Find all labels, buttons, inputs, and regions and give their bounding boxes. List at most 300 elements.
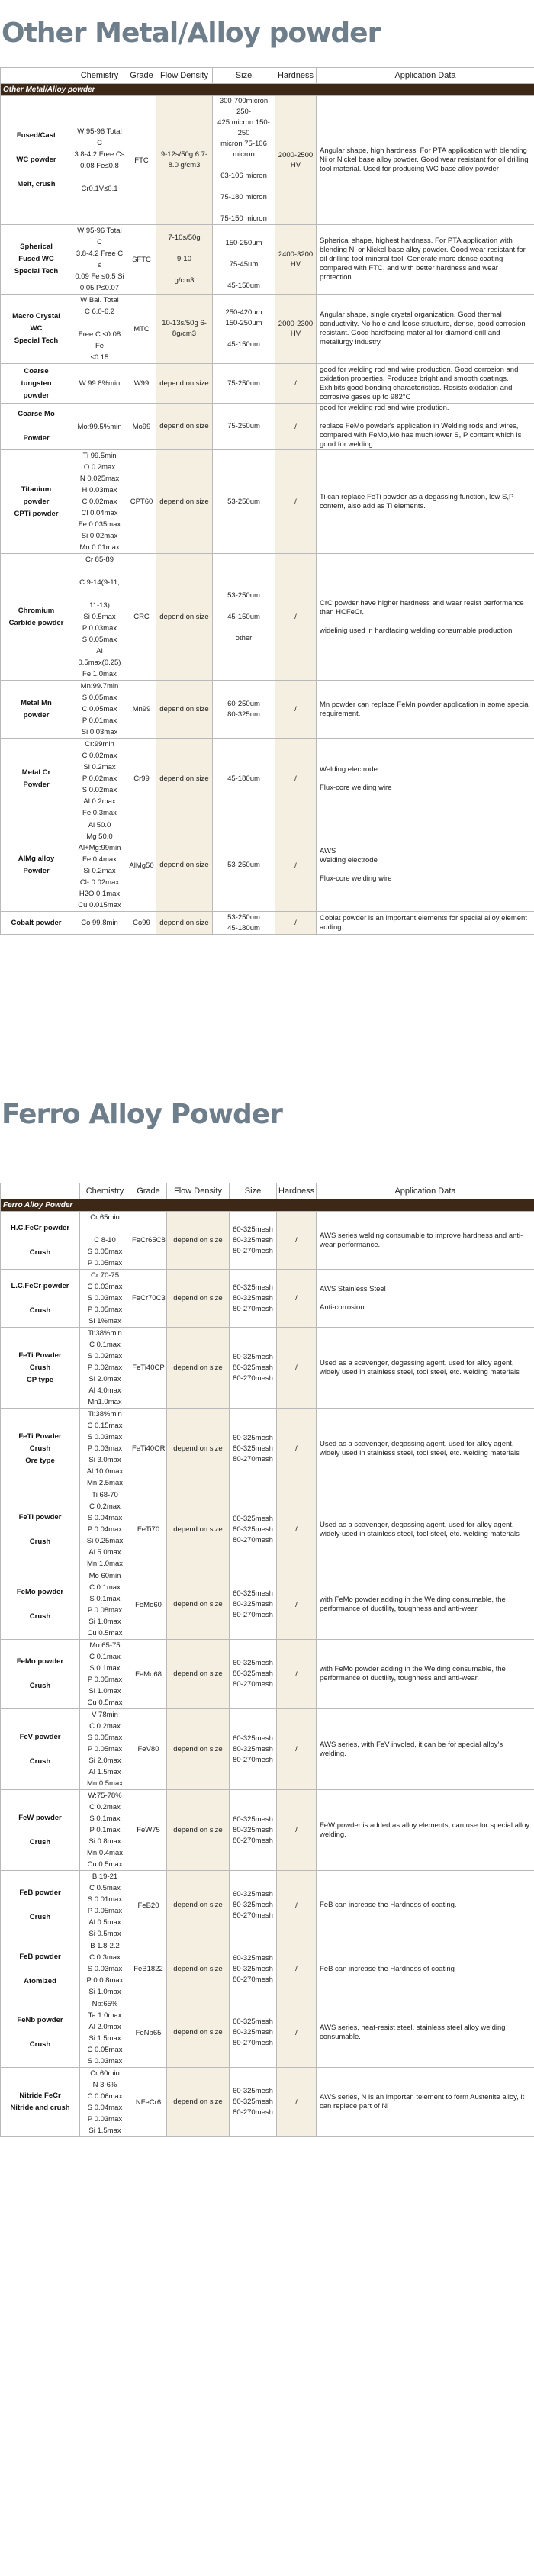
product-name-line: Spherical	[20, 243, 53, 251]
chemistry-cell-line: S 0.05max	[87, 1734, 123, 1742]
hardness-cell	[275, 364, 317, 404]
chemistry-cell-line: Si 1.0max	[88, 1618, 121, 1626]
product-name-line: Crush	[29, 1682, 51, 1690]
table-row	[1, 450, 534, 554]
size-cell-line: 75-150 micron	[220, 214, 267, 223]
size-cell-line: 80-325mesh	[233, 1363, 273, 1372]
header-hardness: Hardness	[277, 1183, 317, 1199]
application-cell-line: FeB can increase the Hardness of coating.	[320, 1901, 457, 1909]
chemistry-cell-line: H 0.03max	[82, 486, 117, 494]
chemistry-cell-line: Cu 0.5max	[87, 1699, 123, 1707]
table-row	[1, 819, 534, 912]
application-cell	[317, 1998, 534, 2068]
hardness-cell-line: HV	[290, 330, 301, 338]
size-cell	[213, 364, 275, 404]
hardness-cell-line: /	[294, 379, 297, 388]
flow-density-cell-line: depend on size	[159, 612, 209, 621]
hardness-cell-line: /	[294, 774, 297, 783]
chemistry-cell-line: C 0.5max	[89, 1884, 121, 1892]
header-flow-density: Flow Density	[167, 1183, 230, 1199]
chemistry-cell-line: Mn 1.0max	[87, 1560, 123, 1568]
product-name-line: Crush	[29, 1913, 51, 1921]
size-cell-line: micron 75-106 micron	[220, 140, 267, 159]
flow-density-cell	[156, 364, 213, 404]
grade-cell: FTC	[127, 96, 156, 225]
chemistry-cell	[72, 96, 127, 225]
application-cell	[317, 2068, 534, 2137]
chemistry-cell-line: Al 0.5max	[88, 1918, 121, 1927]
chemistry-cell-line: P 0.02max	[87, 1364, 123, 1372]
chemistry-cell-line: P 0.05max	[87, 1306, 123, 1314]
grade-cell: FeTi70	[130, 1489, 167, 1570]
hardness-cell-line: /	[295, 1670, 298, 1679]
flow-density-cell	[167, 1998, 230, 2068]
section-title-other-metal: Other Metal/Alloy powder	[2, 18, 381, 49]
size-cell-line: 60-325mesh	[233, 2087, 273, 2095]
product-name-line: Powder	[23, 867, 50, 875]
product-name	[1, 450, 72, 554]
product-name-line: Atomized	[24, 1976, 56, 1985]
chemistry-cell-line: C 0.03max	[87, 1283, 123, 1291]
product-name-line: Crush	[29, 1444, 51, 1453]
product-name-line: FeTi Powder	[18, 1431, 62, 1441]
flow-density-cell-line: depend on size	[173, 1444, 223, 1453]
chemistry-cell-line: C 0.2max	[89, 1803, 121, 1811]
size-cell-line: 80-270mesh	[233, 1304, 273, 1313]
table-row	[1, 225, 534, 295]
chemistry-cell-line: Si 0.5max	[88, 1930, 121, 1938]
application-cell-line: Coblat powder is an important elements for special alloy element adding.	[320, 913, 527, 932]
grade-cell: Cr99	[127, 739, 156, 819]
grade-cell: NFeCr6	[130, 2068, 167, 2137]
chemistry-cell	[80, 1940, 130, 1998]
product-name	[1, 912, 72, 935]
size-cell	[213, 96, 275, 225]
flow-density-cell-line	[158, 265, 211, 275]
flow-density-cell	[156, 819, 213, 912]
application-cell	[317, 1212, 534, 1270]
size-cell-line: 80-325mesh	[233, 1293, 273, 1302]
application-cell-line	[320, 774, 531, 784]
chemistry-cell-line	[74, 317, 125, 329]
size-cell-line: 60-250um	[227, 699, 260, 708]
flow-density-cell	[167, 1212, 230, 1270]
application-cell-line: Welding electrode	[320, 856, 378, 865]
chemistry-cell-line	[82, 1223, 128, 1235]
size-cell-line: 80-325mesh	[233, 1525, 273, 1534]
chemistry-cell-line: S 0.1max	[89, 1664, 121, 1673]
chemistry-cell-line: Si 2.0max	[88, 1375, 121, 1383]
application-cell-line: Mn powder can replace FeMn powder application in some special requirement.	[320, 700, 530, 718]
size-cell-line: 80-270mesh	[233, 1454, 273, 1463]
chemistry-cell-line: S 0.1max	[89, 1595, 121, 1603]
chemistry-cell	[80, 1709, 130, 1790]
table-row	[1, 2068, 534, 2137]
grade-cell: FeW75	[130, 1790, 167, 1871]
header-flow-density: Flow Density	[156, 68, 213, 84]
flow-density-cell	[156, 554, 213, 681]
product-name	[1, 225, 72, 295]
chemistry-cell-line: C 0.2max	[89, 1722, 121, 1731]
application-cell	[317, 681, 534, 739]
flow-density-cell	[167, 1871, 230, 1940]
product-name	[1, 364, 72, 404]
chemistry-cell-line: P 0.04max	[87, 1525, 123, 1534]
size-cell	[213, 554, 275, 681]
application-cell	[317, 1489, 534, 1570]
application-cell-line: replace FeMo powder's application in Welding rods and wires, compared with FeMo,Mo has much lower S, P content which is good for welding.	[320, 422, 522, 449]
size-cell	[213, 225, 275, 295]
table-row	[1, 1270, 534, 1328]
size-cell	[230, 1489, 277, 1570]
ferro-alloy-table	[0, 1183, 534, 2137]
product-name-line: FeTi Powder	[18, 1351, 62, 1360]
flow-density-cell-line: depend on size	[173, 1744, 223, 1753]
chemistry-cell-line: P 0.03max	[87, 2115, 123, 2124]
product-name-line: Powder	[23, 434, 50, 443]
flow-density-cell	[156, 739, 213, 819]
product-name-line: H.C.FeCr powder	[10, 1223, 70, 1232]
hardness-cell-line: /	[295, 1600, 298, 1609]
hardness-cell	[277, 1570, 317, 1640]
application-cell	[317, 1640, 534, 1709]
chemistry-cell-line: Si 1%max	[88, 1317, 121, 1325]
application-cell-line	[320, 617, 531, 626]
table-row	[1, 912, 534, 935]
flow-density-cell-line: depend on size	[159, 704, 209, 713]
product-name	[1, 1489, 80, 1570]
flow-density-cell	[156, 96, 213, 225]
grade-cell: FeTi40CP	[130, 1328, 167, 1409]
chemistry-cell-line: P 0.03max	[87, 1444, 123, 1453]
chemistry-cell-line: W:75-78%	[88, 1792, 122, 1800]
chemistry-cell-line: P 0.1max	[89, 1826, 121, 1834]
chemistry-cell	[80, 1328, 130, 1409]
table-row	[1, 1790, 534, 1871]
hardness-cell	[277, 1790, 317, 1871]
size-cell	[213, 912, 275, 935]
size-cell-line: 150-250um	[225, 319, 262, 327]
size-cell-line: 60-325mesh	[233, 1589, 273, 1598]
chemistry-cell-line: W Bal. Total	[80, 296, 119, 304]
size-cell-line	[214, 203, 273, 214]
hardness-cell	[275, 681, 317, 739]
size-cell-line	[214, 623, 273, 633]
chemistry-cell	[72, 554, 127, 681]
size-cell-line: 80-325mesh	[233, 1744, 273, 1753]
table-row	[1, 1871, 534, 1940]
chemistry-cell	[80, 1489, 130, 1570]
grade-cell: Mn99	[127, 681, 156, 739]
category-band	[1, 1199, 534, 1212]
application-cell-line: good for welding rod and wire production. Good corrosion and oxidation properties. Produces bright and smooth coatings. Exhibits good bonding characteristics. Resists oxidation and corrosive gases up to 982°C	[320, 365, 519, 401]
application-cell-line: AWS series, heat-resist steel, stainless steel alloy welding consumable.	[320, 2024, 506, 2041]
chemistry-cell-line: C 0.02max	[82, 752, 117, 760]
product-name-line: FeV powder	[19, 1732, 61, 1741]
hardness-cell	[275, 554, 317, 681]
size-cell-line: 60-325mesh	[233, 1890, 273, 1898]
application-cell-line	[320, 865, 531, 874]
grade-cell: FeCr70C3	[130, 1270, 167, 1328]
size-cell-line: 45-150um	[227, 282, 260, 290]
hardness-cell	[277, 1998, 317, 2068]
header-application-data: Application Data	[317, 1183, 534, 1199]
table-row	[1, 1940, 534, 1998]
size-cell	[213, 404, 275, 450]
size-cell-line: 250-420um	[225, 308, 262, 317]
product-name-line: Macro Crystal	[12, 312, 60, 320]
hardness-cell-line: /	[295, 1965, 298, 1973]
product-name-line: FeB powder	[19, 1952, 61, 1961]
size-cell	[230, 1640, 277, 1709]
chemistry-cell-line: Cl- 0.02max	[79, 878, 120, 887]
product-name	[1, 2068, 80, 2137]
chemistry-cell-line: Cr:99min	[85, 740, 114, 749]
chemistry-cell	[72, 739, 127, 819]
table-row	[1, 295, 534, 364]
flow-density-cell-line: g/cm3	[174, 276, 195, 285]
size-cell-line: 80-270mesh	[233, 1611, 273, 1619]
chemistry-cell-line: Cl 0.04max	[81, 509, 118, 517]
application-cell	[317, 1270, 534, 1328]
chemistry-cell	[80, 1409, 130, 1489]
flow-density-cell-line: depend on size	[173, 1964, 223, 1973]
application-cell-line	[320, 1294, 531, 1303]
flow-density-cell	[167, 1328, 230, 1409]
chemistry-cell-line: Al 50.0	[88, 821, 111, 829]
size-cell-line: 80-325mesh	[233, 1235, 273, 1245]
table-row	[1, 1409, 534, 1489]
size-cell-line: 425 micron 150-250	[217, 118, 270, 137]
hardness-cell	[275, 739, 317, 819]
chemistry-cell-line: B 19-21	[92, 1872, 118, 1881]
flow-density-cell-line: depend on size	[173, 1600, 223, 1608]
chemistry-cell-line: Cu 0.5max	[87, 1860, 123, 1869]
flow-density-cell-line: depend on size	[159, 861, 209, 869]
chemistry-cell	[80, 1871, 130, 1940]
application-cell-line: FeW powder is added as alloy elements, can use for special alloy welding.	[320, 1821, 530, 1839]
chemistry-cell-line: S 0.1max	[89, 1814, 121, 1823]
table-row	[1, 1570, 534, 1640]
flow-density-cell	[167, 1270, 230, 1328]
chemistry-cell-line: Mn 0.4max	[87, 1849, 123, 1857]
size-cell-line: 80-270mesh	[233, 1911, 273, 1920]
size-cell-line: 60-325mesh	[233, 2017, 273, 2026]
chemistry-cell-line: Mn 0.01max	[79, 543, 120, 552]
flow-density-cell-line: 8g/cm3	[172, 330, 197, 338]
hardness-cell	[275, 912, 317, 935]
chemistry-cell-line: Al 2.0max	[88, 2023, 121, 2031]
application-cell	[317, 96, 534, 225]
chemistry-cell-line: Fe 1.0max	[82, 670, 117, 678]
size-cell	[230, 1212, 277, 1270]
chemistry-cell-line: Al 4.0max	[88, 1386, 121, 1395]
product-name-line: Crush	[29, 1757, 51, 1766]
grade-cell: CRC	[127, 554, 156, 681]
product-name-line: Crush	[29, 1306, 51, 1315]
chemistry-cell-line	[74, 172, 125, 183]
size-cell-line	[214, 160, 273, 171]
chemistry-cell-line: Si 0.02max	[81, 532, 118, 540]
flow-density-cell-line	[158, 243, 211, 254]
size-cell	[213, 295, 275, 364]
category-band	[1, 84, 534, 96]
product-name-line: CP type	[26, 1375, 54, 1384]
product-name-line: WC	[30, 324, 43, 333]
application-cell	[317, 819, 534, 912]
application-cell-line: FeB can increase the Hardness of coating	[320, 1964, 455, 1973]
hardness-cell-line: /	[295, 1444, 298, 1453]
application-cell-line: Ti can replace FeTi powder as a degassing function, low S,P content, also add as Ti elements.	[320, 492, 514, 510]
application-cell-line: with FeMo powder adding in the Welding consumable, the performance of ductility, toughness and anti-wear.	[320, 1596, 506, 1613]
product-name-line: tungsten	[21, 378, 52, 388]
chemistry-cell-line: Cr 65min	[90, 1213, 120, 1222]
product-name-line	[2, 2027, 78, 2039]
application-cell-line: AWS	[320, 847, 336, 855]
application-cell	[317, 1328, 534, 1409]
size-cell-line: 80-325mesh	[233, 1825, 273, 1834]
table-row	[1, 96, 534, 225]
hardness-cell	[275, 819, 317, 912]
flow-density-cell	[156, 912, 213, 935]
chemistry-cell-line: C 0.2max	[89, 1502, 121, 1511]
size-cell	[230, 1940, 277, 1998]
size-cell-line: 45-180um	[227, 923, 260, 932]
chemistry-cell-line: C 0.06max	[87, 2092, 123, 2101]
product-name-line: powder	[23, 391, 50, 400]
size-cell-line: 80-325mesh	[233, 1670, 273, 1678]
chemistry-cell-line: Ti 68-70	[92, 1491, 118, 1499]
flow-density-cell	[156, 404, 213, 450]
size-cell-line: 75-250um	[227, 422, 260, 430]
chemistry-cell-line: Si 1.0max	[88, 1687, 121, 1695]
chemistry-cell	[72, 364, 127, 404]
product-name-line: AlMg alloy	[18, 855, 55, 863]
application-cell-line: Flux-core welding wire	[320, 783, 392, 792]
flow-density-cell	[167, 1790, 230, 1871]
application-cell-line: Used as a scavenger, degassing agent, used for alloy agent, widely used in stainless steel, tool steel, etc. welding materials	[320, 1520, 520, 1538]
flow-density-cell-line: depend on size	[173, 1670, 223, 1678]
size-cell-line: 80-270mesh	[233, 2108, 273, 2117]
product-name-line: Crush	[29, 1363, 51, 1372]
chemistry-cell-line: S 0.05max	[82, 636, 117, 644]
application-cell-line: AWS series welding consumable to improve hardness and anti-wear performance.	[320, 1231, 523, 1249]
chemistry-cell-line: Si 1.0max	[88, 1988, 121, 1996]
product-name	[1, 404, 72, 450]
product-name-line: Coarse	[24, 366, 49, 375]
size-cell-line: 80-270mesh	[233, 1755, 273, 1764]
chemistry-cell-line: Mo:99.5%min	[77, 422, 122, 431]
size-cell	[230, 1871, 277, 1940]
header-chemistry: Chemistry	[80, 1183, 130, 1199]
table-row	[1, 1998, 534, 2068]
product-name	[1, 681, 72, 739]
chemistry-cell	[80, 1640, 130, 1709]
grade-cell: FeMo68	[130, 1640, 167, 1709]
chemistry-cell	[72, 681, 127, 739]
product-name	[1, 1790, 80, 1871]
product-name-line	[2, 1744, 78, 1756]
hardness-cell-line: /	[295, 1294, 298, 1302]
product-name-line	[2, 1599, 78, 1611]
chemistry-cell-line: Si 0.25max	[86, 1537, 124, 1545]
product-name-line: Special Tech	[14, 336, 59, 345]
table-row	[1, 1489, 534, 1570]
chemistry-cell-line: Cu 0.015max	[78, 901, 121, 910]
chemistry-cell-line: 0.08 Fe≤0.8	[80, 162, 119, 170]
grade-cell: FeTi40OR	[130, 1409, 167, 1489]
chemistry-cell-line: B 1.8-2.2	[90, 1942, 120, 1950]
chemistry-cell-line: 11-13)	[89, 601, 110, 610]
chemistry-cell	[72, 295, 127, 364]
chemistry-cell-line: Ti:38%min	[88, 1329, 122, 1338]
grade-cell: Mo99	[127, 404, 156, 450]
flow-density-cell-line: 9-10	[176, 255, 191, 263]
product-name-line	[2, 1524, 78, 1536]
grade-cell: MTC	[127, 295, 156, 364]
hardness-cell-line: /	[295, 1745, 298, 1753]
header-grade: Grade	[127, 68, 156, 84]
size-cell-line	[214, 182, 273, 192]
product-name-line: FeTi powder	[18, 1512, 62, 1521]
table-row	[1, 554, 534, 681]
product-name-line	[2, 1668, 78, 1680]
chemistry-cell	[80, 1790, 130, 1871]
application-cell	[317, 1709, 534, 1790]
product-name-line	[2, 1824, 78, 1837]
product-name	[1, 96, 72, 225]
chemistry-cell-line: Mn1.0max	[88, 1398, 122, 1406]
flow-density-cell-line: 7-10s/50g	[168, 233, 201, 242]
application-cell-line: Used as a scavenger, degassing agent, used for alloy agent, widely used in stainless steel, tool steel, etc. welding materials	[320, 1358, 520, 1377]
hardness-cell-line: 2000-2500	[278, 151, 314, 159]
hardness-cell-line: /	[295, 1525, 298, 1534]
product-name	[1, 739, 72, 819]
chemistry-cell	[80, 2068, 130, 2137]
size-cell-line: 80-325mesh	[233, 1901, 273, 1909]
flow-density-cell-line: 8.0 g/cm3	[168, 161, 201, 169]
size-cell-line: 80-270mesh	[233, 1246, 273, 1255]
grade-cell: FeV80	[130, 1709, 167, 1790]
application-cell-line: Used as a scavenger, degassing agent, used for alloy agent, widely used in stainless steel, tool steel, etc. welding materials	[320, 1439, 520, 1457]
product-name-line	[2, 1899, 78, 1911]
flow-density-cell-line: depend on size	[173, 1525, 223, 1534]
flow-density-cell-line: 9-12s/50g 6.7-	[160, 150, 208, 159]
chemistry-cell-line: 3.8-4.2 Free C ≤	[76, 250, 124, 269]
application-cell	[317, 404, 534, 450]
chemistry-cell-line: Mn 2.5max	[87, 1479, 123, 1487]
flow-density-cell-line: depend on size	[159, 422, 209, 430]
chemistry-cell	[72, 450, 127, 554]
size-cell	[230, 1998, 277, 2068]
size-cell-line: 75-180 micron	[220, 193, 267, 201]
table-header-row	[1, 1183, 534, 1199]
size-cell-line: 75-250um	[227, 378, 260, 388]
chemistry-cell-line: Si 2.0max	[88, 1757, 121, 1765]
hardness-cell-line: /	[294, 919, 297, 927]
hardness-cell-line: 2400-3200	[278, 250, 314, 259]
size-cell-line: 80-325mesh	[233, 2028, 273, 2037]
chemistry-cell-line	[74, 565, 125, 577]
application-cell	[317, 912, 534, 935]
product-name-line: Special Tech	[14, 267, 59, 275]
chemistry-cell-line: Si 0.2max	[83, 763, 116, 771]
application-cell-line: AWS series, N is an importan telement to form Austenite alloy, it can replace part of Ni	[320, 2093, 525, 2111]
size-cell-line: other	[235, 633, 253, 642]
size-cell-line: 53-250um	[227, 913, 260, 922]
header-name	[1, 1183, 80, 1199]
product-name-line: Nitride and crush	[10, 2104, 70, 2112]
